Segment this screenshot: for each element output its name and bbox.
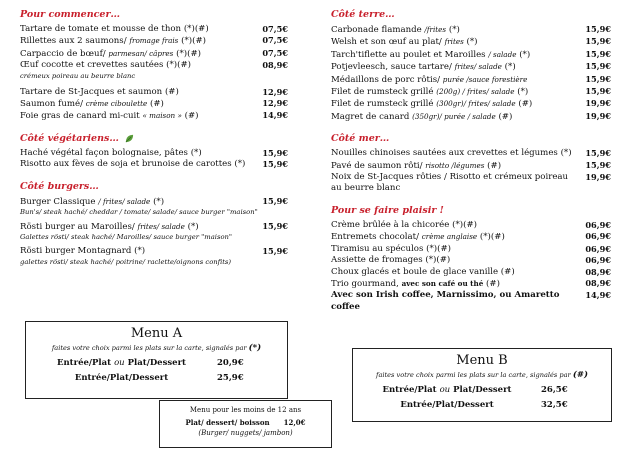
menu-item-tag: (#) [486,278,500,289]
menu-option-b: Plat/Dessert [453,385,512,395]
menu-option-a: Entrée/Plat [57,358,112,368]
section-title-veggie [20,133,288,144]
menu-item-tag: (*) [517,87,529,98]
menu-item-tag: (*)(#) [479,232,505,243]
menu-item-name [331,49,585,61]
menu-item-price: 15,9€ [585,24,611,34]
section-title-land: Côté terre… [331,9,395,20]
menu-item-extra: risotto /légumes [425,160,485,170]
menu-item-extra: crème ciboulette [85,99,148,109]
menu-item [20,48,288,60]
menu-item [331,36,611,48]
menu-item-extra: (300gr)/ frites/ salade [436,99,516,109]
menu-item-name [331,111,585,123]
menu-option-label [26,358,217,368]
menu-item-tag: (*) [466,37,478,48]
menu-item-price: 07,5€ [262,47,288,58]
menu-item-title: Assiette de fromages [331,255,423,266]
land-list [331,24,611,123]
menu-item-name [331,172,585,195]
menu-item-name [331,160,585,172]
menu-item-tag: (*)(#) [181,36,207,47]
menu-item-extra: fromage frais [129,36,179,46]
menu-item-name [20,48,262,60]
menu-item-title: Burger Classique [20,196,96,207]
menu-item-price: 14,9€ [262,110,288,121]
menu-item-title: Œuf cocotte et crevettes sautées [20,60,164,71]
menu-item-title: Filet de rumsteck grillé [331,87,434,98]
menu-item-name [20,159,262,170]
menu-option [353,385,611,395]
menu-item-tag: (*) [153,196,165,207]
menu-item-price: 12,9€ [262,98,288,109]
menu-item [20,24,288,35]
veggie-list [20,148,288,171]
menu-a-subtitle-text: faites votre choix parmi les plats sur la carte, signalés par [51,344,247,352]
menu-option-label [353,400,541,410]
menu-item [20,159,288,170]
menu-option-label [353,385,541,395]
menu-item-name [331,255,585,266]
menu-item-name [331,290,585,313]
menu-item [331,290,611,313]
menu-item-title: Médaillons de porc rôtis/ [331,74,441,85]
menu-item [331,231,611,243]
menu-item-name [20,196,262,208]
menu-item-extra: frites/ salade [137,222,185,232]
menu-item [331,255,611,266]
menu-item-price: 15,9€ [585,159,611,170]
burgers-list [20,196,288,267]
menu-item-tag: (*) [190,147,202,158]
menu-b-title: Menu B [456,353,508,368]
menu-item-name [331,220,585,231]
menu-item-name [331,74,585,86]
menu-item [20,246,288,257]
starters-list [20,24,288,123]
leaf-icon [125,134,134,143]
menu-item-extra: purée /sauce forestière [442,74,528,84]
menu-item-tag: (*) [560,148,572,159]
menu-item-extra: / salade [488,49,517,59]
menu-item [20,110,288,122]
menu-item [331,86,611,98]
menu-item-title: Magret de canard [331,111,410,122]
menu-item-tag: (#) [164,86,179,97]
menu-option-b: Plat/Dessert [127,358,186,368]
menu-item [331,24,611,36]
kids-menu-desc: Plat/ dessert/ boisson [185,418,270,427]
menu-item-title: Saumon fumé/ [20,99,83,110]
menu-option-price: 25,9€ [217,373,244,383]
menu-item-tag: (*)(#) [166,60,192,71]
menu-b-box [352,348,612,422]
menu-item-price: 15,9€ [585,148,611,159]
menu-item-name [20,60,262,71]
menu-item-price: 07,5€ [262,24,288,34]
menu-item-name [20,148,262,159]
menu-item-extra: « maison » [142,111,182,121]
menu-item-tag: (*) [234,159,246,170]
menu-item-title: Carbonade flamande [331,25,422,35]
menu-a-symbol: (*) [248,343,262,353]
menu-item-tag: (*)(#) [425,255,451,266]
menu-item-tag: (*)(#) [452,219,478,230]
menu-item-price: 14,9€ [585,290,611,301]
menu-a-options [26,358,287,383]
menu-item-name [331,86,585,98]
sea-list [331,148,611,195]
menu-item-extra: / frites/ salade [98,196,151,206]
menu-item-name [331,267,585,278]
menu-item-title: Rösti burger Montagnard [20,246,132,257]
menu-item-tag: (*) [187,222,199,233]
menu-item-price: 15,9€ [585,61,611,72]
menu-item-name [331,278,585,290]
menu-item-price: 15,9€ [262,159,288,170]
menu-option-a: Entrée/Plat [382,385,437,395]
menu-item-price: 19,9€ [585,172,611,183]
menu-item-price: 15,9€ [262,147,288,158]
menu-item-name [20,110,262,122]
menu-item-price: 08,9€ [262,60,288,71]
menu-a-subtitle [26,343,287,353]
desserts-list [331,220,611,313]
menu-b-options [353,385,611,410]
menu-item-tag: (#) [150,99,164,110]
menu-item [20,35,288,47]
menu-item-tag: (*)(#) [426,243,452,254]
menu-item-name [20,24,262,35]
menu-item-tag: (#) [518,99,533,110]
menu-item-title: Haché végétal façon bolognaise, pâtes [20,147,188,158]
menu-item-title: Avec son Irish coffee, Marnissimo, ou Amaretto coffee [331,290,560,312]
menu-item-name [20,98,262,110]
menu-item [331,61,611,73]
menu-item-name [20,221,262,233]
menu-item-name [331,244,585,255]
menu-item-title: Pavé de saumon rôti/ [331,160,423,171]
menu-item-price: 15,9€ [585,86,611,97]
menu-item [331,49,611,61]
menu-item-price: 06,9€ [585,231,611,242]
menu-item-description: Galettes rösti/ steak haché/ Maroilles/ sauce burger "maison" [20,233,233,242]
menu-option-a: Entrée/Plat/Dessert [74,373,169,383]
menu-item [331,172,611,195]
menu-item-title: Nouilles chinoises sautées aux crevettes et légumes [331,148,558,159]
menu-item-name [331,36,585,48]
menu-item-name [331,61,585,73]
menu-item [20,196,288,208]
menu-item-price: 08,9€ [585,266,611,277]
menu-item-price: 15,9€ [585,36,611,47]
menu-item-description: crémeux poireau au beurre blanc [20,71,136,80]
menu-option-price: 20,9€ [217,358,244,368]
section-title-burgers: Côté burgers… [20,180,99,192]
menu-item-tag: (#) [184,111,199,122]
menu-item-tag: (*)(#) [183,24,209,34]
menu-item-tag: (#) [498,111,513,122]
kids-menu-line [160,418,331,428]
menu-item-title: Tarch'tiflette au poulet et Maroilles [331,49,486,60]
menu-item-description: galettes rösti/ steak haché/ poitrine/ raclette/oignons confits) [20,257,232,266]
menu-item-title: Tartare de St-Jacques et saumon [20,86,163,97]
menu-option [26,373,287,383]
menu-item-price: 19,9€ [585,110,611,121]
menu-item [331,278,611,290]
menu-item-price: 15,9€ [262,195,288,206]
kids-menu-title: Menu pour les moins de 12 ans [189,406,302,414]
menu-item-title: Rösti burger au Maroilles/ [20,222,135,233]
menu-item-price: 07,5€ [262,35,288,46]
menu-item-title: Entremets chocolat/ [331,232,420,243]
menu-item-extra: (350gr)/ purée / salade [412,111,496,121]
menu-option-price: 26,5€ [541,385,568,395]
menu-item [331,98,611,110]
menu-b-subtitle [353,370,611,380]
menu-item-price: 06,9€ [585,219,611,230]
menu-item [331,111,611,123]
menu-item [331,220,611,231]
menu-item-extra: frites/ salade [454,62,502,72]
menu-item-name [20,35,262,47]
menu-item-extra: parmesan/ câpres [108,48,174,58]
menu-item-title: Foie gras de canard mi-cuit [20,111,140,122]
menu-a-box [25,321,288,399]
menu-item-price: 15,9€ [262,246,288,257]
menu-item-extra: avec son café ou thé [401,278,484,288]
veggie-title: Côté végétariens… [20,132,119,144]
menu-item-name [331,98,585,110]
menu-item-extra: (200g) / frites/ salade [436,87,515,97]
menu-a-title: Menu A [130,326,183,341]
menu-item [331,160,611,172]
menu-b-subtitle-text: faites votre choix parmi les plats sur la carte, signalés par [376,371,571,379]
menu-option-a: Entrée/Plat/Dessert [400,400,494,410]
menu-item-title: Rillettes aux 2 saumons/ [20,36,127,47]
menu-item-title: Risotto aux fèves de soja et brunoise de carottes [20,159,232,170]
menu-item [20,221,288,233]
kids-menu-price: 12,0€ [283,418,306,427]
menu-option [26,358,287,368]
menu-item-title: Choux glacés et boule de glace vanille [331,266,499,277]
left-column [20,9,288,269]
menu-item-price: 12,9€ [262,86,288,97]
menu-item [331,244,611,255]
menu-item [20,98,288,110]
menu-item-title: Tartare de tomate et mousse de thon [20,24,182,34]
menu-option [353,400,611,410]
menu-item-extra: crème anglaise [421,232,478,242]
menu-item-tag: (*) [134,246,146,257]
menu-item-name [20,87,262,98]
menu-item-price: 08,9€ [585,277,611,288]
section-title-starters: Pour commencer… [20,9,120,20]
menu-item-tag: (*)(#) [176,48,202,59]
menu-item-extra: /frites [424,25,447,34]
menu-b-symbol: (#) [572,370,588,380]
menu-item-title: Potjevleesch, sauce tartare/ [331,62,452,73]
menu-item-name [20,246,262,257]
right-column [331,9,611,313]
menu-item-extra: frites [444,37,464,47]
menu-item-name [331,231,585,243]
menu-item-tag: (#) [500,266,515,277]
menu-item [20,60,288,71]
menu-item-title: Filet de rumsteck grillé [331,99,434,110]
menu-option-or: ou [439,385,451,395]
menu-item-title: Trio gourmand, [331,278,399,289]
menu-option-or: ou [114,358,125,368]
menu-item-name [331,24,585,36]
menu-item-title: Welsh et son œuf au plat/ [331,37,442,48]
menu-item-tag: (*) [504,62,516,73]
menu-item-price: 15,9€ [262,221,288,232]
menu-item [331,267,611,278]
menu-item [331,148,611,159]
menu-item-tag: (#) [487,160,502,171]
kids-menu-detail: (Burger/ nuggets/ jambon) [198,429,293,437]
menu-item-title: Tiramisu au spéculos [331,243,424,254]
menu-item-price: 06,9€ [585,255,611,266]
menu-item [331,74,611,86]
section-title-desserts: Pour se faire plaisir ! [331,204,444,216]
menu-item-tag: (*) [448,25,460,35]
menu-item [20,87,288,98]
menu-item-name [331,148,585,159]
menu-item-price: 15,9€ [585,73,611,84]
menu-item-price: 15,9€ [585,48,611,59]
menu-option-label [26,373,217,383]
menu-item-title: Crème brûlée à la chicorée [331,219,450,230]
menu-item-tag: (*) [519,49,531,60]
menu-item-price: 06,9€ [585,243,611,254]
kids-menu-box [159,400,332,448]
menu-item-description: Bun's/ steak haché/ cheddar / tomate/ salade/ sauce burger "maison" [20,208,258,217]
menu-option-price: 32,5€ [541,400,568,410]
menu-item [20,148,288,159]
menu-item-price: 19,9€ [585,98,611,109]
menu-item-title: Carpaccio de bœuf/ [20,48,106,59]
menu-item-title: Noix de St-Jacques rôties / Risotto et crémeux poireau au beurre blanc [331,172,569,194]
section-title-sea: Côté mer… [331,133,390,145]
